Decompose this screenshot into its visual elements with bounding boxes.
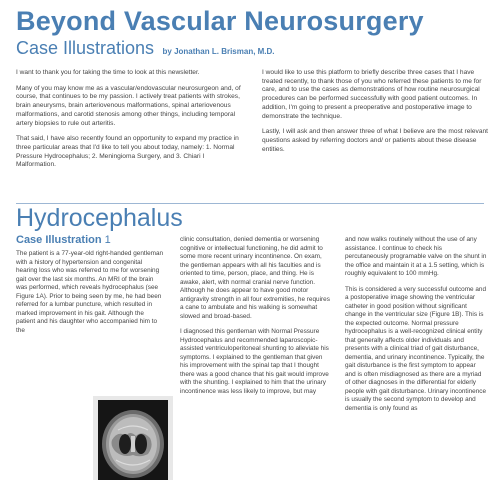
intro-column-right [262, 69, 491, 161]
body-column-3 [345, 236, 487, 420]
body-paragraph: This is considered a very successful outcome and a postoperative image showing the ventricular catheter in good position without significant change in the ventricular size (Figure 1B). This is the expected outcome. Normal pressure hydrocephalus is a well-recognized clinical entity that generally affects older individuals and presents with a clinical triad of gait disturbance, dementia, and urinary incontinence. Typically, the gait disturbance is the first symptom to appear and is often misdiagnosed as there are a myriad of other diagnoses in the differential for elderly people with gait disturbance. Urinary incontinence is usually the second symptom to develop and dementia is only found as [345, 285, 487, 412]
body-paragraph: and now walks routinely without the use of any assistance. I continue to check his percutaneously programable valve on the shunt in the office and maintain it at a 1.5 setting, which is roughly equivalent to 100 mmHg. [345, 236, 487, 277]
body-column-2 [180, 236, 330, 403]
intro-paragraph: I would like to use this platform to briefly describe three cases that I have treated recently, to thank those of you who referred these patients to me for care, and to use the cases as demonstrations of how routine neurosurgical procedures can be performed successfully with good patient outcomes. In addition, I'm going to present a preoperative and postoperative image to demonstrate the technique. [262, 69, 482, 120]
body-column-1 [16, 250, 164, 342]
intro-paragraph: That said, I have also recently found an opportunity to expand my practice in three particular areas that I'd like to tell you about today, namely: 1. Normal Pressure Hydrocephalus; 2. Meningioma Surgery, and 3. Chiari I Malformation. [16, 135, 239, 169]
intro-paragraph: Many of you may know me as a vascular/endovascular neurosurgeon and, of course, that continues to be my passion. I actively treat patients with strokes, brain aneurysms, brain arteriovenous malformations, spinal arteriovenous malformations, and carotid stenosis among other things, including temporal artery biopsies to rule out arteritis. [16, 84, 241, 127]
page-title: Beyond Vascular Neurosurgery [16, 6, 424, 36]
author-byline: by Jonathan L. Brisman, M.D. [162, 47, 275, 56]
intro-column-left [16, 69, 245, 177]
section-heading: Hydrocephalus [16, 204, 183, 232]
mri-brain-scan-image [98, 400, 168, 480]
subtitle-row [16, 38, 275, 59]
intro-paragraph: Lastly, I will ask and then answer three of what I believe are the most relevant questions asked by referring doctors and/ or patients about these disease entities. [262, 128, 489, 153]
body-paragraph: The patient is a 77-year-old right-handed gentleman with a history of hypertension and congenital hearing loss who was referred to me for worsening gait over the last six months. An MRI of the brain was performed, which reveals hydrocephalus (see Figure 1A). Prior to being seen by me, he had been referred for a lumbar puncture, which resulted in marked improvement in his gait. Although the patient and his daughter who accompanied him to the [16, 250, 164, 334]
mri-scan-graphic [98, 400, 168, 480]
case-number: 1 [104, 234, 111, 246]
body-paragraph: I diagnosed this gentleman with Normal Pressure Hydrocephalus and recommended laparoscopic-assisted ventriculoperitoneal shunting to alleviate his symptoms. I explained to the gentleman that given his improvement with the spinal tap that I thought there was a good chance that his gait would improve with the shunting. I explained to him that the urinary incontinence was less likely to improve, but may [180, 328, 329, 395]
case-heading [16, 234, 111, 246]
page-subtitle: Case Illustrations [16, 38, 155, 58]
intro-paragraph: I want to thank you for taking the time to look at this newsletter. [16, 69, 200, 76]
body-paragraph: clinic consultation, denied dementia or worsening cognitive or intellectual functioning, he did admit to some more recent urinary incontinence. On exam, the gentleman appears with all his faculties and is oriented to time, person, place, and thing. He is awake, alert, with normal cranial nerve function. Although he does appear to have good motor antigravity strength in all four extremities, he requires a cane to ambulate and his walking is somewhat slowed and broad-based. [180, 236, 330, 320]
case-label: Case Illustration [16, 234, 102, 246]
